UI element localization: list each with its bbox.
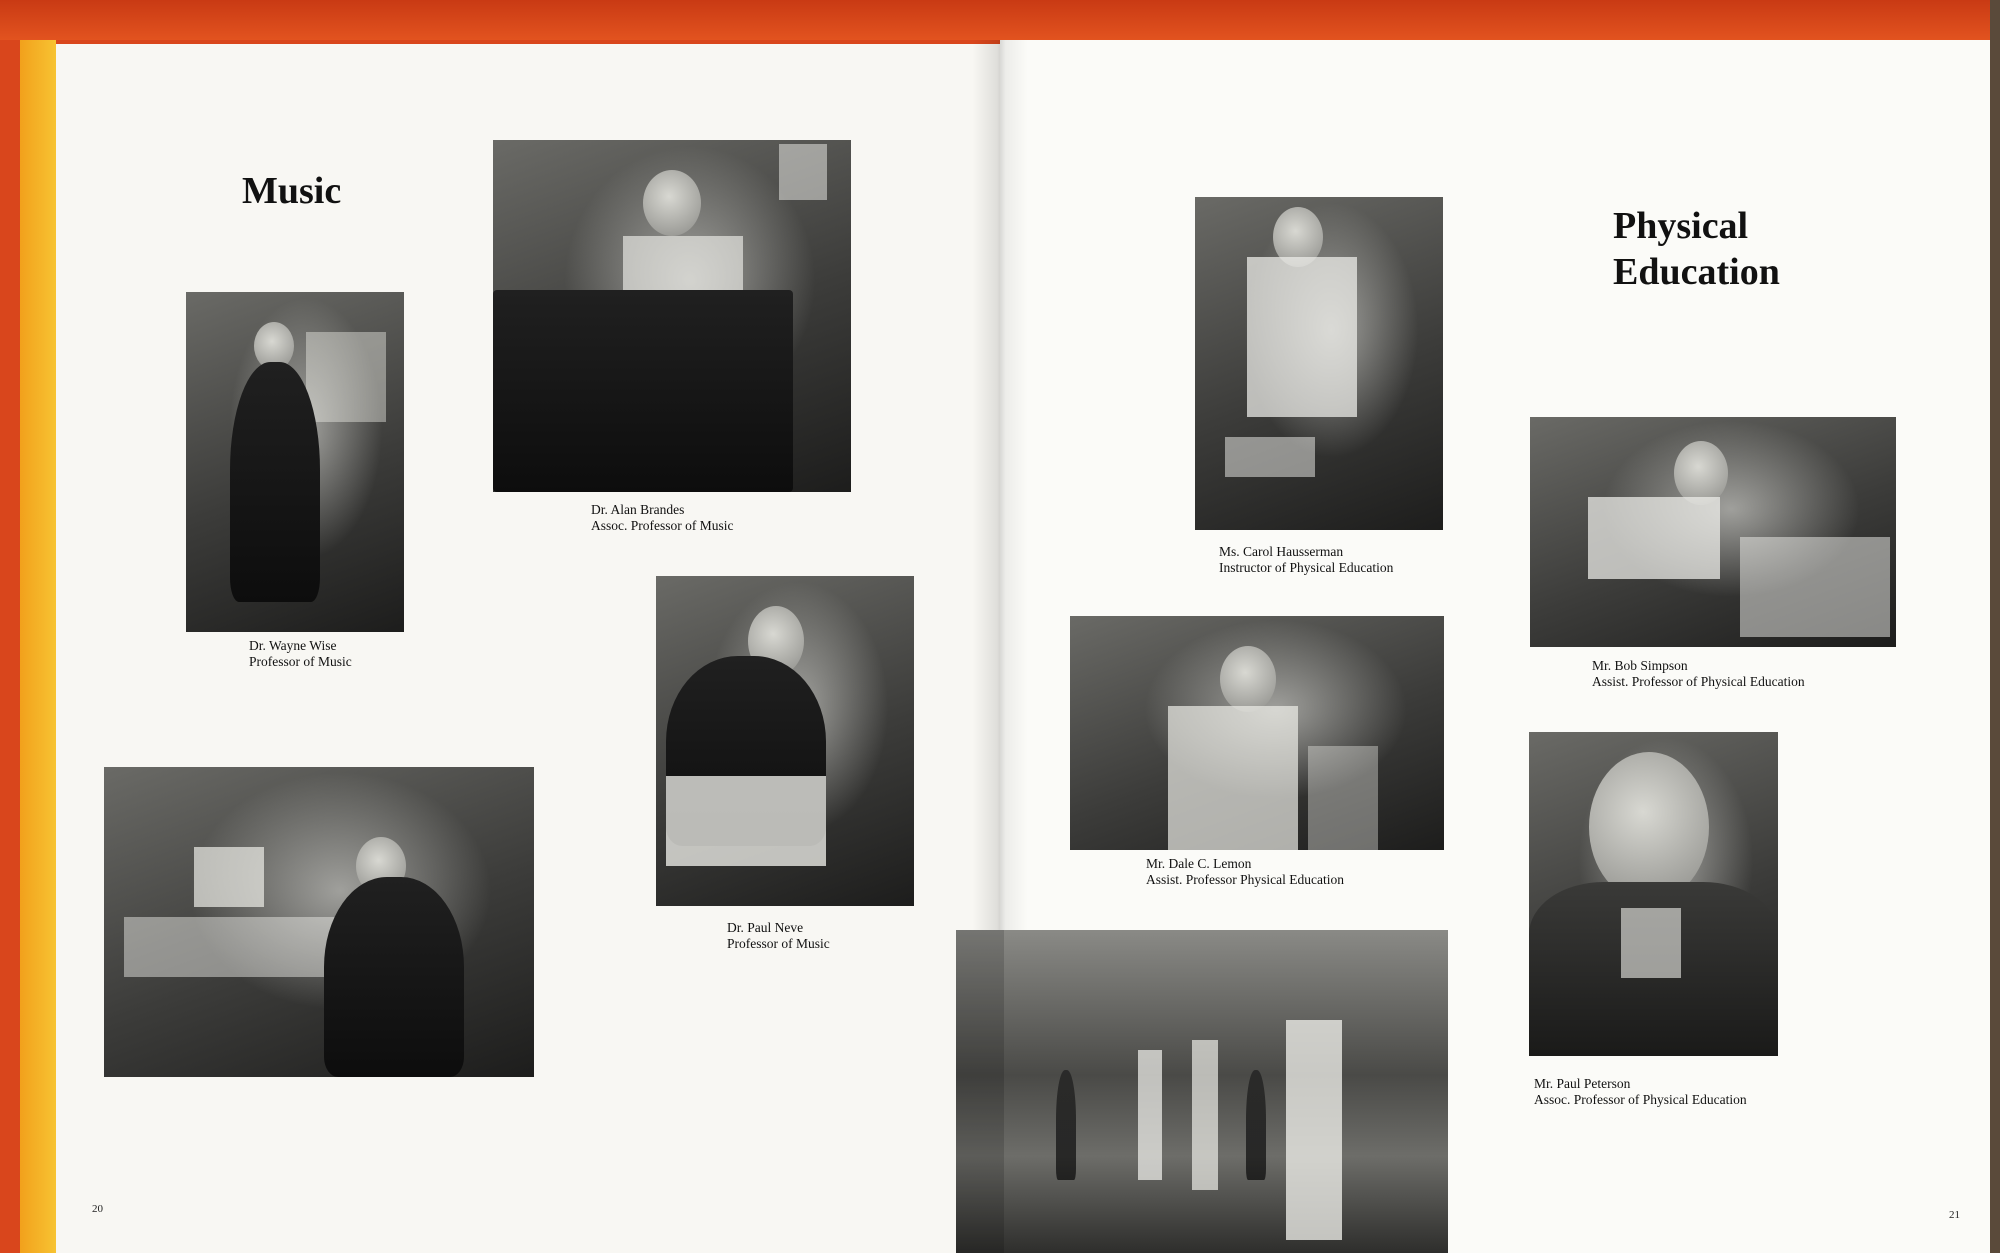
caption-name: Mr. Paul Peterson (1534, 1076, 1631, 1091)
caption-title: Assist. Professor of Physical Education (1592, 674, 1805, 689)
caption-paul-peterson (1534, 1076, 1747, 1108)
caption-wayne-wise (249, 638, 352, 670)
photo-organ-player (104, 767, 534, 1077)
photo-bob-simpson (1530, 417, 1896, 647)
photo-dale-lemon (1070, 616, 1444, 850)
caption-title: Professor of Music (249, 654, 352, 669)
cover-edge-strip (20, 40, 56, 1253)
heading-line1: Physical (1613, 205, 1749, 247)
caption-dale-lemon (1146, 856, 1344, 888)
caption-title: Instructor of Physical Education (1219, 560, 1394, 575)
caption-name: Dr. Alan Brandes (591, 502, 685, 517)
caption-name: Ms. Carol Hausserman (1219, 544, 1344, 559)
caption-bob-simpson (1592, 658, 1805, 690)
caption-carol-hausserman (1219, 544, 1393, 576)
physical-education-heading (1613, 203, 1780, 295)
caption-name: Mr. Bob Simpson (1592, 658, 1688, 673)
heading-line2: Education (1613, 251, 1780, 293)
photo-paul-neve (656, 576, 914, 906)
photo-alan-brandes (493, 140, 851, 492)
photo-wayne-wise (186, 292, 404, 632)
caption-title: Professor of Music (727, 936, 830, 951)
caption-title: Assoc. Professor of Physical Education (1534, 1092, 1747, 1107)
caption-name: Mr. Dale C. Lemon (1146, 856, 1252, 871)
page-number-left: 20 (92, 1203, 103, 1215)
music-heading: Music (242, 170, 342, 212)
page-number-right: 21 (1949, 1209, 1960, 1221)
caption-name: Dr. Paul Neve (727, 920, 804, 935)
yearbook-cover (0, 0, 2000, 40)
book-right-edge (1990, 0, 2000, 1253)
caption-name: Dr. Wayne Wise (249, 638, 337, 653)
photo-carol-hausserman (1195, 197, 1443, 530)
caption-paul-neve (727, 920, 830, 952)
photo-gym-basketball (956, 930, 1448, 1253)
caption-title: Assoc. Professor of Music (591, 518, 734, 533)
caption-title: Assist. Professor Physical Education (1146, 872, 1344, 887)
caption-alan-brandes (591, 502, 734, 534)
photo-paul-peterson (1529, 732, 1778, 1056)
